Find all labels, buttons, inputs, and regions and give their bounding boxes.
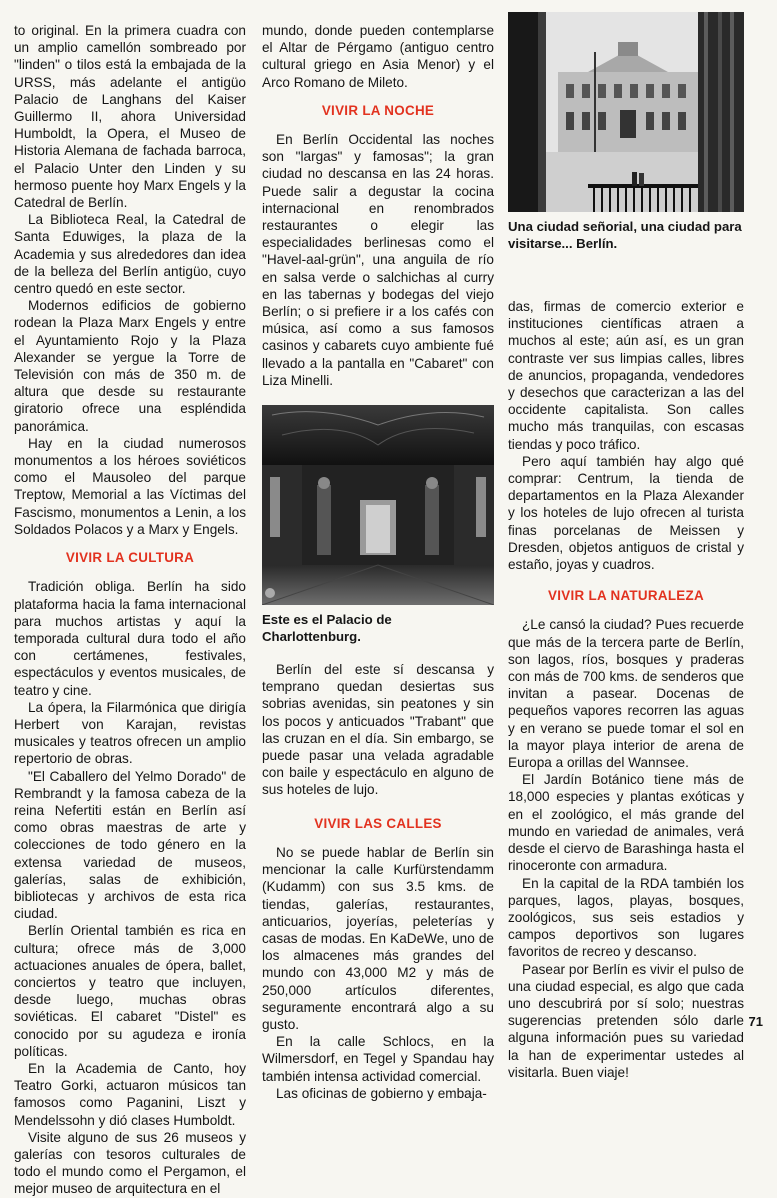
paragraph: El Jardín Botánico tiene más de 18,000 especies y plantas exóticas y en el zoológico, el más grande del mundo en variedad de animales, verá desde el ciervo de Barashinga hasta el rinoceronte con armadura. [508, 772, 744, 874]
paragraph: mundo, donde pueden contemplarse el Altar de Pérgamo (antiguo centro cultural griego en Asia Menor) y el Arco Romano de Mileto. [262, 23, 494, 90]
berlin-building-photo [508, 12, 744, 212]
column-3 [508, 12, 744, 1081]
paragraph: Pasear por Berlín es vivir el pulso de una ciudad especial, es algo que cada uno descubrirá por sí solo; nuestras sugerencias pretenden sólo darle alguna información pues su variedad la han de experimentar ustedes al visitarla. Buen viaje! [508, 961, 744, 1080]
charlottenburg-palace-photo [262, 405, 494, 605]
paragraph: Las oficinas de gobierno y embaja- [276, 1085, 487, 1101]
section-heading-cultura: VIVIR LA CULTURA [65, 550, 195, 566]
paragraph: En la Academia de Canto, hoy Teatro Gorki, actuaron músicos tan famosos como Paganini, Liszt y Mendelssohn y dió clases Humboldt. [14, 1060, 246, 1128]
paragraph: Tradición obliga. Berlín ha sido plataforma hacia la fama internacional para muchos artistas y aquí la temporada cultural dura todo el año con certámenes, festivales, espectáculos y eventos musicales, de teatro y cine. [14, 579, 246, 698]
section-heading-naturaleza: VIVIR LA NATURALEZA [548, 588, 704, 604]
paragraph: das, firmas de comercio exterior e instituciones científicas atraen a muchos al este; aún así, es un gran contraste ver sus limpias calles, libres de anuncios, propaganda, vendedores y desechos que caracterizan a las del occidente capitalista. Son calles mucho más tranquilas, con escasas tiendas y poco tráfico. [508, 299, 744, 452]
paragraph: En Berlín Occidental las noches son "largas" y famosas"; la gran ciudad no descansa en las 24 horas. Puede salir a degustar la cocina internacional en renombrados restaurantes o elegir las especialidades berlinesas como el "Havel-aal-grün", una anguila de río en salsa verde o salchichas al curry en las tabernas y bodegas del viejo Berlín; o si prefiere ir a los cafés con música, así como a sus famosos casinos y cabarets cuyo ambiente fué llevado a la pantalla en "Cabaret" con Liza Minelli. [262, 132, 494, 388]
paragraph: En la capital de la RDA también los parques, lagos, playas, bosques, zoológicos, sus seis estadios y campos deportivos son lugares favoritos de recreo y descanso. [508, 875, 744, 960]
column-2 [262, 22, 494, 1102]
paragraph: Pero aquí también hay algo qué comprar: Centrum, la tienda de departamentos en la Plaza Alexander y los hoteles de lujo ofrecen al turista finas porcelanas de Meissen y Dresden, objetos antiguos de cristal y estaño, joyas y cuadros. [508, 453, 744, 573]
paragraph: "El Caballero del Yelmo Dorado" de Rembrandt y la famosa cabeza de la reina Nefertiti están en Berlín así como obras maestras de arte y colecciones de todo género en la extensa variedad de museos, galerías, salas de exhibición, bibliotecas y archivos de esta rica ciudad. [14, 768, 246, 922]
paragraph: ¿Le cansó la ciudad? Pues recuerde que más de la tercera parte de Berlín, son lagos, ríos, bosques y praderas con más de 700 kms. de senderos que invitan a pasear. Docenas de pequeños vapores recorren las aguas y en verano se puede tomar el sol en la mayor playa interior de arena de Europa a orillas del Wannsee. [508, 617, 744, 771]
paragraph: No se puede hablar de Berlín sin mencionar la calle Kurfürstendamm (Kudamm) con sus 3.5 kms. de tiendas, galerías, restaurantes, anticuarios, joyerías, peleterías y casas de modas. En KaDeWe, uno de los almacenes más grandes del mundo con 43,000 M2 y más de 250,000 artículos diferentes, seguramente encontrará algo a su gusto. [262, 844, 494, 1032]
paragraph: Hay en la ciudad numerosos monumentos a los héroes soviéticos como el Mausoleo del parque Treptow, Memorial a las Víctimas del Fascismo, monumentos a Lenin, a los Soldados Polacos y a Marx y Engels. [14, 435, 246, 537]
paragraph: Berlín Oriental también es rica en cultura; ofrece más de 3,000 actuaciones anuales de ópera, ballet, conciertos y teatro que incluyen, desde luego, muchas obras soviéticas. El cabaret "Distel" es conocido por su agudeza e ironía políticas. [14, 923, 246, 1059]
section-heading-noche: VIVIR LA NOCHE [321, 102, 435, 118]
photo-caption-palace: Este es el Palacio de Charlottenburg. [262, 612, 392, 645]
paragraph: En la calle Schlocs, en la Wilmersdorf, en Tegel y Spandau hay también intensa actividad comercial. [262, 1034, 494, 1084]
column-1 [14, 22, 246, 1198]
paragraph: Berlín del este sí descansa y temprano quedan desiertas sus sobrias avenidas, sin peatones y sin los pocos y anticuados "Trabant" que las cruzan en el día. Sin embargo, se puede pasar una velada agradable con baile y espectáculo en alguno de sus hoteles de lujo. [262, 662, 494, 798]
palace-interior-illustration [262, 405, 494, 605]
paragraph: Modernos edificios de gobierno rodean la Plaza Marx Engels y entre el Ayuntamiento Rojo y la Plaza Alexander se yergue la Torre de Televisión con más de 350 m. de altura que desde su restaurante giratorio ofrece una espléndida panorámica. [14, 298, 246, 434]
page-number: 71 [748, 1014, 763, 1029]
section-heading-calles: VIVIR LAS CALLES [314, 815, 442, 831]
paragraph: La ópera, la Filarmónica que dirigía Herbert von Karajan, revistas musicales y teatros ofrecen un amplio repertorio de obras. [14, 699, 246, 767]
paragraph: Visite alguno de sus 26 museos y galerías con tesoros culturales de todo el mundo como el Pergamon, el mejor museo de arquitectura en el [14, 1129, 246, 1197]
paragraph: La Biblioteca Real, la Catedral de Santa Eduwiges, la plaza de la Academia y sus alrededores dan idea de la belleza del Berlín antigüo, cuyo centro quedó en este sector. [14, 212, 246, 297]
photo-caption-city: Una ciudad señorial, una ciudad para visitarse... Berlín. [508, 219, 742, 251]
neoclassical-building-illustration [508, 12, 744, 212]
paragraph: to original. En la primera cuadra con un amplio camellón sombreado por "linden" o tilos está la embajada de la URSS, más adelante el antigüo Palacio de Langhans del Kaiser Guillermo II, ahora Universidad Humboldt, la Opera, el Museo de Historia Alemana de fachada barroca, el Palacio Unter den Linden y su hermoso puente hoy Marx Engels y la Catedral de Berlín. [14, 23, 246, 211]
